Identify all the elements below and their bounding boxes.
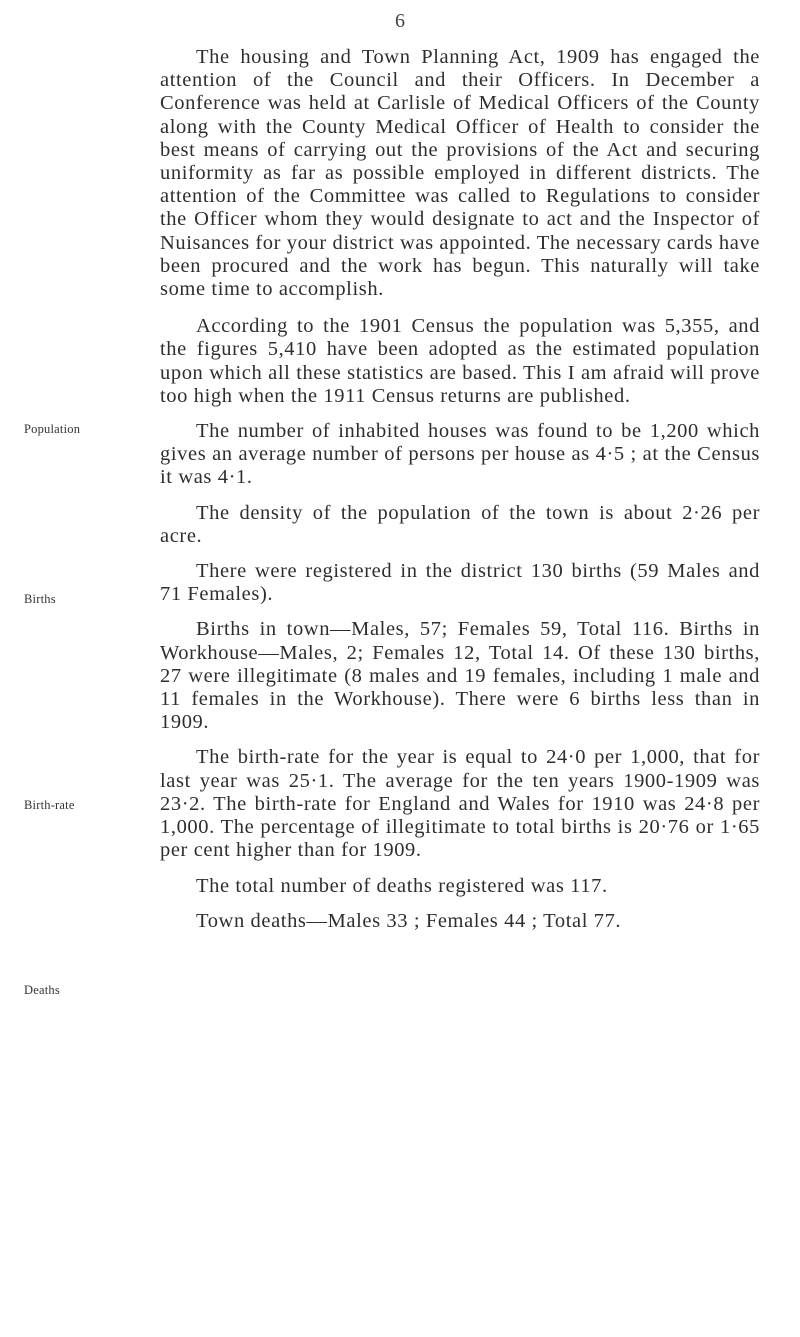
- paragraph-deaths-total: The total number of deaths registered was 117.: [196, 874, 608, 897]
- paragraph-town-deaths: Town deaths—Males 33 ; Females 44 ; Total 77.: [196, 909, 622, 932]
- paragraph-housing-act: The housing and Town Planning Act, 1909 has engaged the attention of the Council and their Officers. In December a Conference was held at Carlisle of Medical Officers of the County along with the County Medical Officer of Health to consider the best means of carrying out the provisions of the Act and securing uniformity as far as possible employed in different districts. The attention of the Committee was called to Regulations to consider the Officer whom they would designate to act and the Inspector of Nuisances for your district was appointed. The necessary cards have been procured and the work has begun. This naturally will take some time to accomplish.: [160, 46, 760, 301]
- margin-note-births: Births: [24, 592, 56, 606]
- margin-note-population: Population: [24, 422, 81, 436]
- page-number: 6: [395, 10, 405, 32]
- paragraph-births-registered: There were registered in the district 130 births (59 Males and 71 Females).: [160, 560, 760, 606]
- margin-note-birth-rate: Birth-rate: [24, 798, 75, 812]
- paragraph-birth-rate: The birth-rate for the year is equal to 24·0 per 1,000, that for last year was 25·1. The average for the ten years 1900-1909 was 23·2. The birth-rate for England and Wales for 1910 was 24·8 per 1,000. The percentage of illegitimate to total births is 20·76 or 1·65 per cent higher than for 1909.: [160, 746, 760, 862]
- paragraph-births-detail: Births in town—Males, 57; Females 59, Total 116. Births in Workhouse—Males, 2; Females 12, Total 14. Of these 130 births, 27 were illegitimate (8 males and 19 females, including 1 male and 11 females in the Workhouse). There were 6 births less than in 1909.: [160, 618, 760, 734]
- paragraph-census: According to the 1901 Census the population was 5,355, and the figures 5,410 have been adopted as the estimated population upon which all these statistics are based. This I am afraid will prove too high when the 1911 Census returns are published.: [160, 315, 760, 407]
- body-text: [160, 46, 760, 933]
- paragraph-houses: The number of inhabited houses was found to be 1,200 which gives an average number of persons per house as 4·5 ; at the Census it was 4·1.: [160, 420, 760, 489]
- paragraph-density: The density of the population of the town is about 2·26 per acre.: [160, 501, 760, 547]
- margin-note-deaths: Deaths: [24, 983, 60, 997]
